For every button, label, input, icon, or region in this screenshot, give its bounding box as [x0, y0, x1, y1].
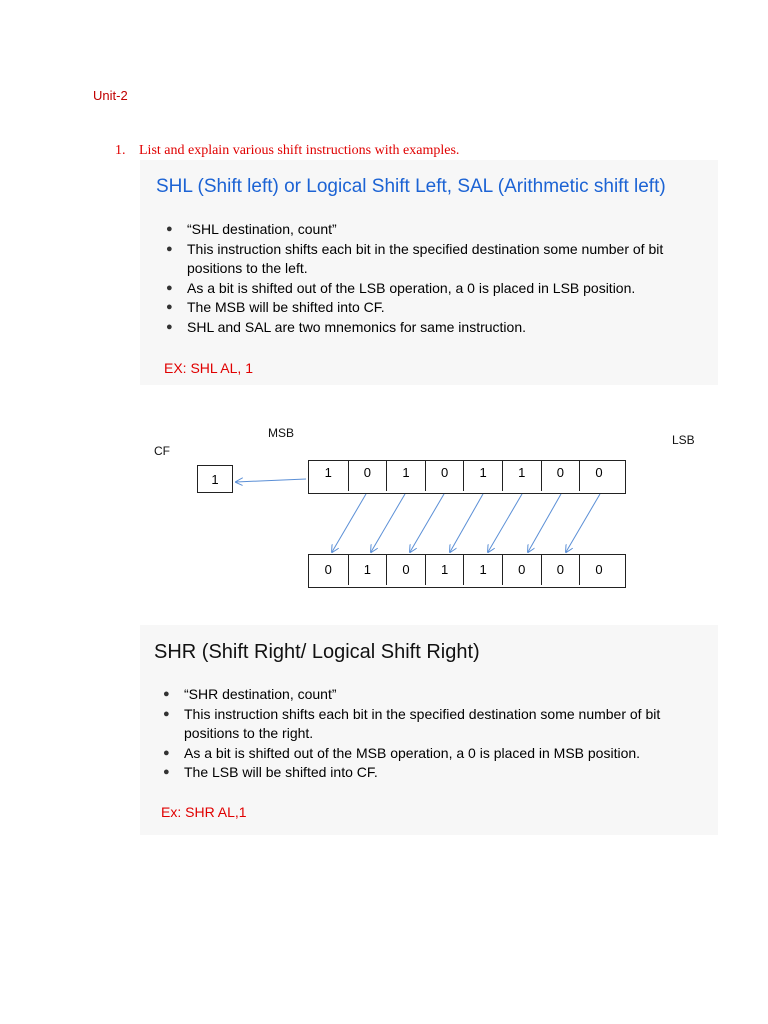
bit-cell: 0 [579, 461, 618, 491]
bullet-text: “SHL destination, count” [187, 221, 337, 237]
bullet-text: This instruction shifts each bit in the specified destination some number of bit positions to the left. [187, 240, 664, 276]
shift-arrow [566, 494, 600, 552]
lsb-label: LSB [672, 433, 695, 447]
bullet-icon: ● [163, 688, 170, 700]
bullet-text: The MSB will be shifted into CF. [187, 299, 385, 315]
shift-arrow [410, 494, 444, 552]
bit-cell: 1 [324, 465, 332, 480]
bit-cell: 1 [502, 461, 541, 491]
bullet-item [160, 685, 715, 705]
shr-heading: SHR (Shift Right/ Logical Shift Right) [154, 641, 480, 663]
shift-arrow [371, 494, 405, 552]
bit-cell: 0 [425, 461, 464, 491]
bit-cell: 1 [463, 461, 502, 491]
bullet-text: As a bit is shifted out of the MSB operation, a 0 is placed in MSB position. [184, 744, 641, 761]
bullet-icon: ● [166, 281, 173, 294]
cf-label: CF [154, 444, 170, 458]
shl-example: EX: SHL AL, 1 [164, 360, 253, 376]
bit-cell: 0 [324, 562, 332, 577]
bullet-icon: ● [163, 746, 170, 759]
bit-cell: 1 [386, 461, 425, 491]
bit-cell: 0 [386, 555, 425, 585]
bullet-text: “SHR destination, count” [184, 686, 337, 702]
bullet-icon: ● [166, 242, 173, 255]
msb-label: MSB [268, 426, 295, 440]
bullet-item [160, 744, 715, 764]
carry-flag-box: 1 [197, 465, 233, 493]
bit-cell: 1 [425, 555, 464, 585]
bullet-icon: ● [163, 707, 170, 720]
shift-arrow [528, 494, 561, 552]
carry-arrow [236, 479, 306, 482]
bit-cell: 0 [348, 461, 387, 491]
bullet-text: SHL and SAL are two mnemonics for same instruction. [187, 318, 527, 335]
question-body: List and explain various shift instructions with examples. [139, 143, 460, 158]
bullet-icon: ● [166, 223, 173, 235]
shl-heading: SHL (Shift left) or Logical Shift Left, SAL (Arithmetic shift left) [156, 176, 666, 197]
bullet-icon: ● [163, 766, 170, 778]
bullet-item [160, 763, 715, 783]
bit-cell: 0 [541, 555, 580, 585]
shr-bullet-list [160, 685, 715, 783]
shift-arrow [450, 494, 483, 552]
bullet-text: The LSB will be shifted into CF. [184, 764, 378, 780]
shift-arrow [488, 494, 522, 552]
bit-cell: 0 [579, 555, 618, 585]
bit-cell: 0 [541, 461, 580, 491]
bullet-text: As a bit is shifted out of the LSB operation, a 0 is placed in LSB position. [187, 279, 636, 296]
unit-label: Unit-2 [93, 88, 128, 103]
bullet-text: This instruction shifts each bit in the specified destination some number of bit positions to the right. [184, 705, 661, 741]
bullet-item [160, 705, 715, 744]
bullet-icon: ● [166, 301, 173, 313]
shift-arrow [332, 494, 366, 552]
question-number: 1. [115, 143, 126, 158]
bit-cell: 0 [502, 555, 541, 585]
bullet-icon: ● [166, 320, 173, 333]
shr-example: Ex: SHR AL,1 [161, 804, 247, 820]
bit-cell: 1 [463, 555, 502, 585]
bit-cell: 1 [348, 555, 387, 585]
